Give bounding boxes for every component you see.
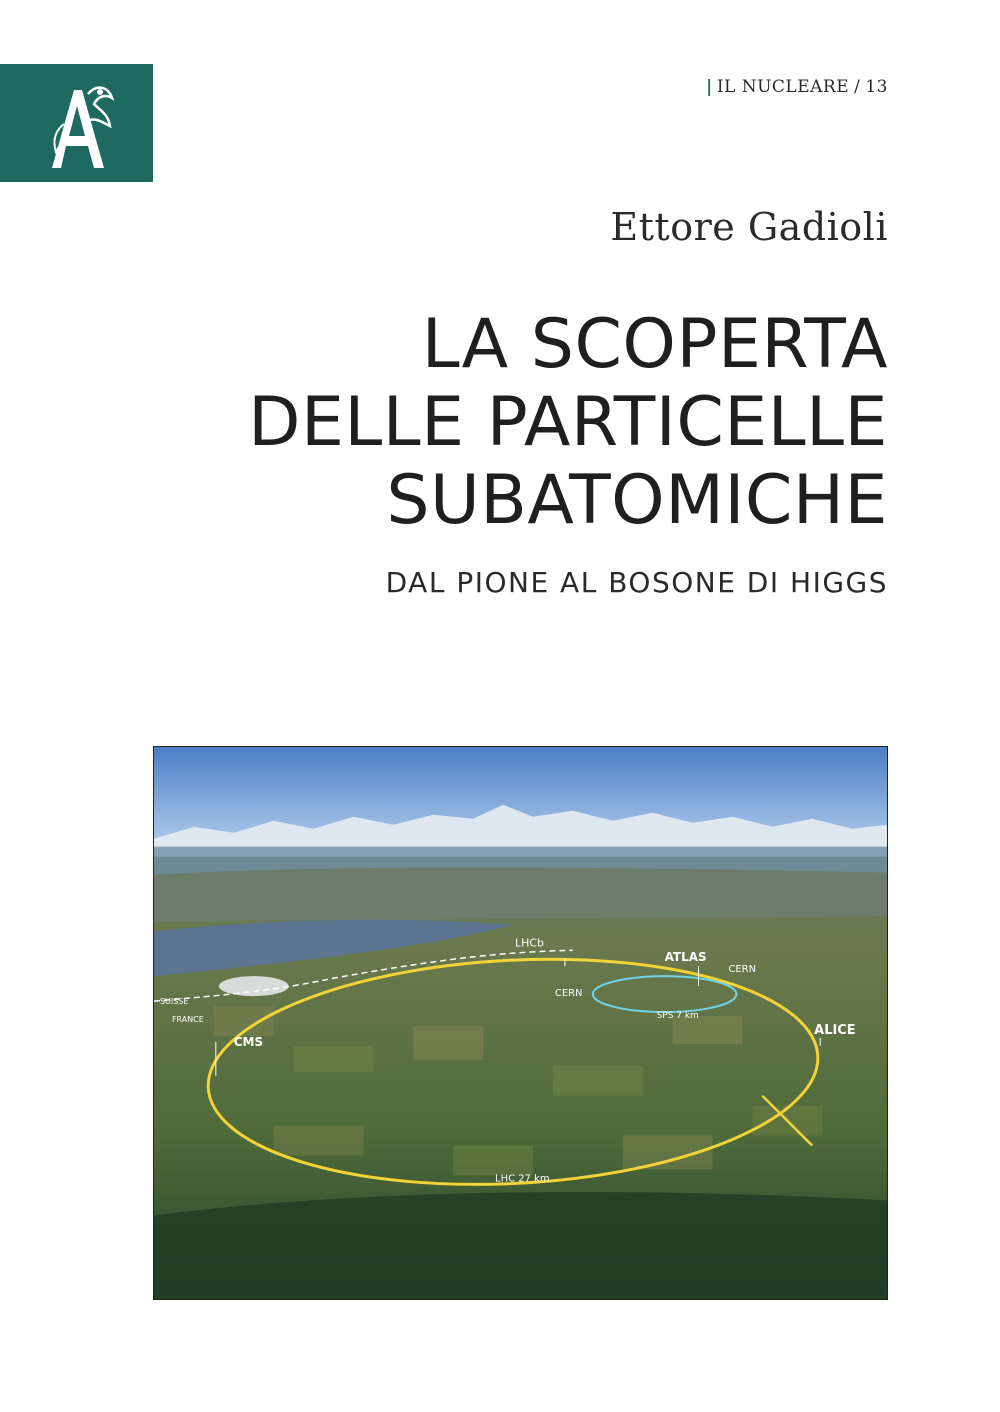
label-lhcb: LHCb bbox=[515, 936, 544, 950]
title-line-3: SUBATOMICHE bbox=[386, 461, 888, 540]
title-line-1: LA SCOPERTA bbox=[421, 305, 888, 384]
series-divider: | bbox=[706, 77, 713, 97]
label-alice: ALICE bbox=[814, 1022, 856, 1038]
series-label bbox=[706, 77, 888, 97]
label-cms: CMS bbox=[233, 1034, 264, 1049]
cover-photo bbox=[153, 746, 888, 1300]
publisher-logo bbox=[0, 64, 153, 182]
label-france: FRANCE bbox=[171, 1015, 204, 1025]
book-subtitle: DAL PIONE AL BOSONE DI HIGGS bbox=[385, 566, 888, 599]
label-sps: SPS 7 km bbox=[656, 1011, 699, 1022]
label-cern-prevessin: CERN bbox=[554, 988, 583, 1000]
label-suisse: SUISSE bbox=[159, 997, 189, 1007]
book-title bbox=[248, 306, 888, 540]
title-line-2: DELLE PARTICELLE bbox=[248, 383, 888, 462]
label-cern-meyrin: CERN bbox=[728, 964, 757, 976]
aerial-photo-lhc bbox=[154, 747, 887, 1299]
author-name: Ettore Gadioli bbox=[610, 205, 888, 249]
series-name: IL NUCLEARE bbox=[716, 77, 850, 97]
letter-a-logo-icon bbox=[0, 64, 153, 182]
series-separator: / bbox=[854, 77, 861, 97]
label-atlas: ATLAS bbox=[664, 950, 707, 965]
series-number: 13 bbox=[865, 77, 888, 97]
label-lhc: LHC 27 km bbox=[495, 1173, 550, 1185]
